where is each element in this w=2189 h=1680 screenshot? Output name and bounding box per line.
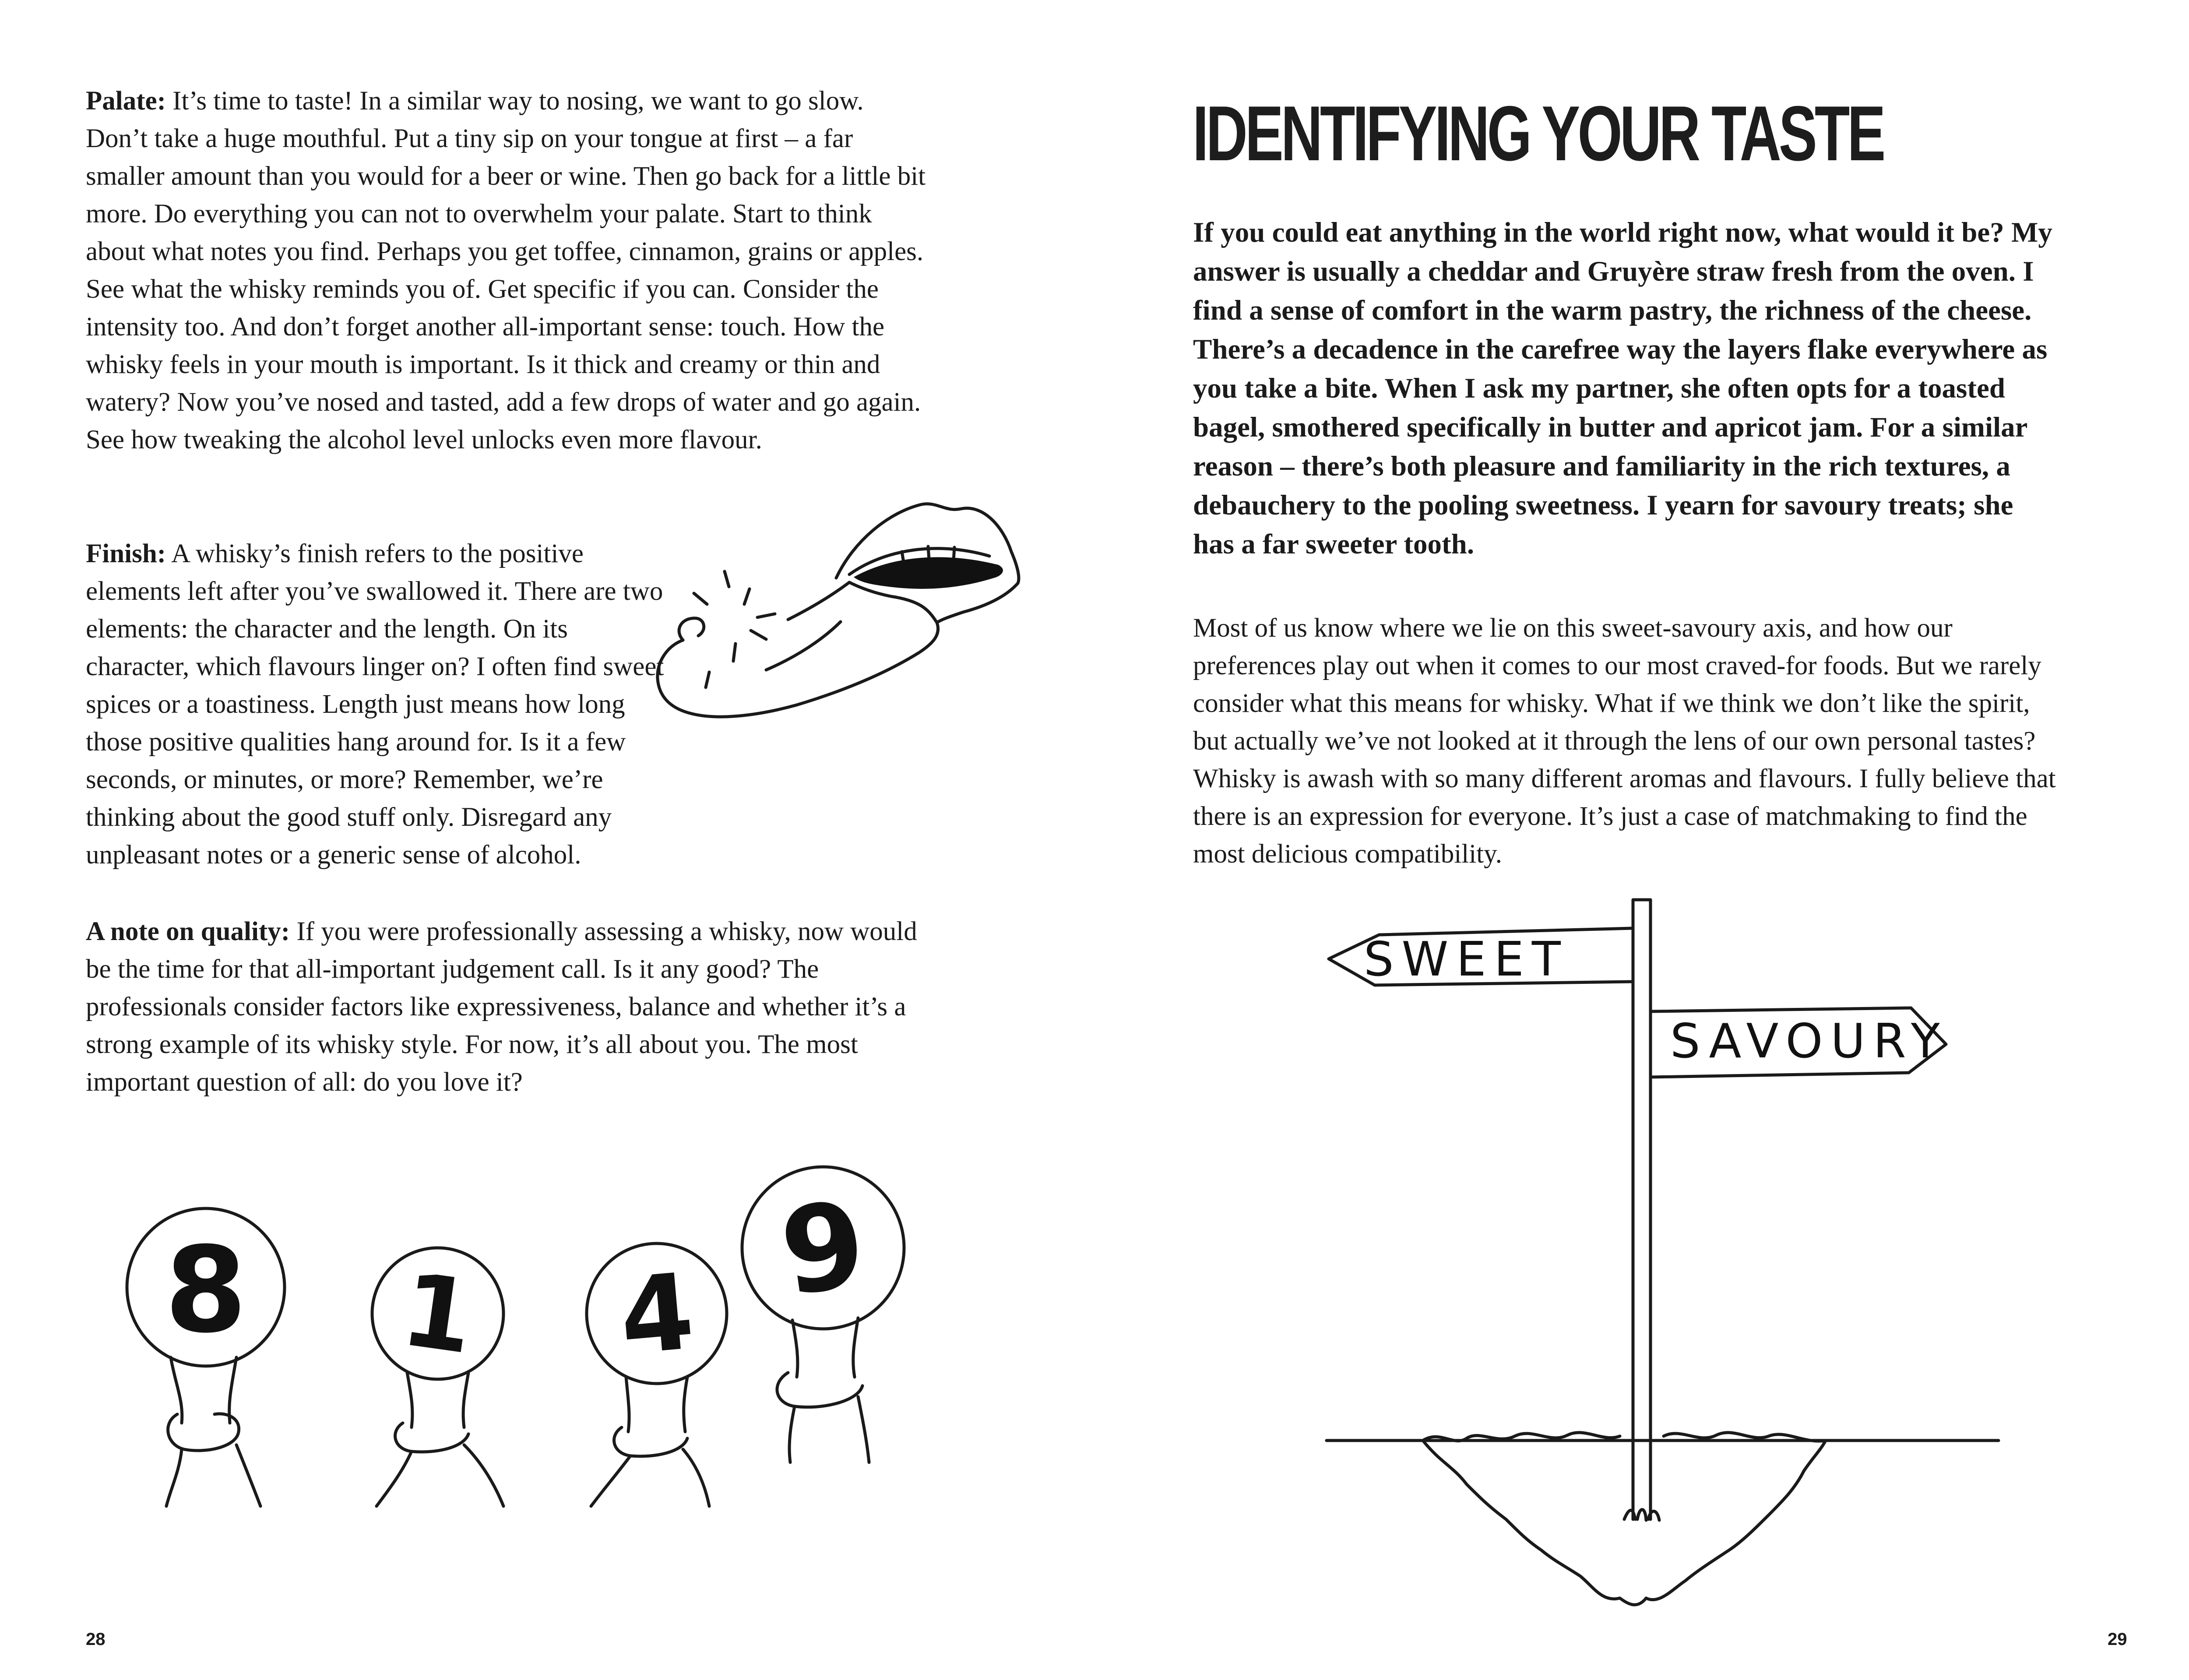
finish-paragraph <box>86 535 672 874</box>
left-page <box>0 0 1094 1680</box>
finish-text: A whisky’s finish refers to the positive elements left after you’ve swallowed it. There are two elements: the character and the length. On its character, which flavours linger on? I often find sweet spices or a toastiness. Length just means how long those positive qualities hang around for. Is it a few seconds, or minutes, or more? Remember, we’re thinking about the good stuff only. Disregard any unpleasant notes or a generic sense of alcohol. <box>86 539 664 870</box>
paddle-9: 9 <box>773 1174 874 1323</box>
paddle-1: 1 <box>394 1251 481 1377</box>
paddle-4: 4 <box>615 1250 699 1379</box>
section-title: IDENTIFYING YOUR TASTE <box>1193 90 1883 177</box>
signpost-illustration <box>1322 893 2005 1620</box>
page-number-left: 28 <box>86 1630 106 1649</box>
sign-sweet: SWEET <box>1364 932 1569 987</box>
palate-paragraph <box>86 82 931 459</box>
quality-text: If you were professionally assessing a whisky, now would be the time for that all-important judgement call. Is it any good? The professionals consider factors like expressiveness, balance and whether it’s a strong example of its whisky style. For now, it’s all about you. The most important question of all: do you love it? <box>86 917 917 1097</box>
sweet-savoury-paragraph: Most of us know where we lie on this sweet-savoury axis, and how our preferences play out when it comes to our most craved-for foods. But we rarely consider what this means for whisky. What if we think we don’t like the spirit, but actually we’ve not looked at it through the lens of our own personal tastes? Whisky is awash with so many different aromas and flavours. I fully believe that there is an expression for everyone. It’s just a case of matchmaking to find the most delicious compatibility. <box>1193 613 2056 869</box>
palate-text: It’s time to taste! In a similar way to nosing, we want to go slow. Don’t take a huge mouthful. Put a tiny sip on your tongue at first – a far smaller amount than you would for a beer or wine. Then go back for a little bit more. Do everything you can not to overwhelm your palate. Start to think about what notes you find. Perhaps you get toffee, cinnamon, grains or apples. See what the whisky reminds you of. Get specific if you can. Consider the intensity too. And don’t forget another all-important sense: touch. How the whisky feels in your mouth is important. Is it thick and creamy or thin and watery? Now you’ve nosed and tasted, add a few drops of water and go again. See how tweaking the alcohol level unlocks even more flavour. <box>86 86 926 454</box>
score-paddles-illustration <box>105 1138 972 1515</box>
paddle-8: 8 <box>165 1221 247 1359</box>
quality-paragraph <box>86 913 931 1101</box>
quality-label: A note on quality: <box>86 917 290 946</box>
intro-paragraph: If you could eat anything in the world right now, what would it be? My answer is usually a cheddar and Gruyère straw fresh from the oven. I find a sense of comfort in the warm pastry, the richness of the cheese. There’s a decadence in the carefree way the layers flake everywhere as you take a bite. When I ask my partner, she often opts for a toasted bagel, smothered specifically in butter and apricot jam. For a similar reason – there’s both pleasure and familiarity in the rich textures, a debauchery to the pooling sweetness. I yearn for savoury treats; she has a far sweeter tooth. <box>1193 217 2052 560</box>
finish-label: Finish: <box>86 539 166 568</box>
tongue-illustration <box>657 499 1024 771</box>
sign-savoury: SAVOURY <box>1670 1014 1948 1069</box>
palate-label: Palate: <box>86 86 166 116</box>
page-number-right: 29 <box>2108 1630 2127 1649</box>
